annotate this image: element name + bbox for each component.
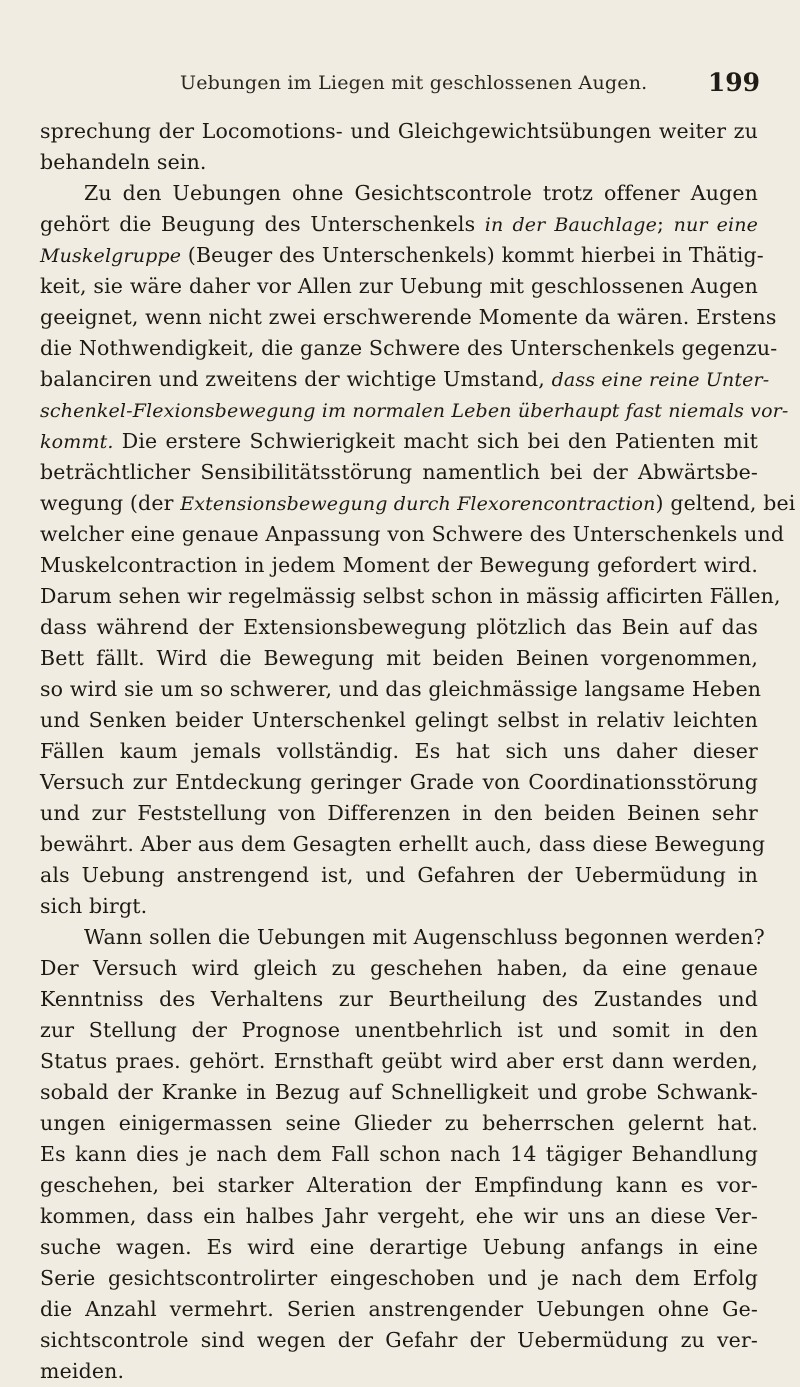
text-line bbox=[40, 1356, 758, 1387]
text-line bbox=[40, 922, 765, 953]
text-line bbox=[40, 860, 758, 891]
page-number: 199 bbox=[707, 68, 760, 97]
text-line bbox=[40, 1263, 758, 1294]
text-segment: gehört die Beugung des Unterschenkels bbox=[40, 212, 485, 236]
running-title: Uebungen im Liegen mit geschlossenen Augen. bbox=[180, 72, 648, 94]
text-segment: keit, sie wäre daher vor Allen zur Uebung mit geschlossenen Augen bbox=[40, 274, 758, 298]
text-segment: Serie gesichtscontrolirter eingeschoben und je nach dem Erfolg bbox=[40, 1266, 758, 1290]
text-line bbox=[40, 426, 758, 457]
text-segment: sichtscontrole sind wegen der Gefahr der Uebermüdung zu ver- bbox=[40, 1328, 758, 1352]
text-segment: beträchtlicher Sensibilitätsstörung namentlich bei der Abwärtsbe- bbox=[40, 460, 758, 484]
text-segment: Darum sehen wir regelmässig selbst schon in mässig afficirten Fällen, bbox=[40, 584, 781, 608]
text-segment: Es kann dies je nach dem Fall schon nach 14 tägiger Behandlung bbox=[40, 1142, 758, 1166]
text-line bbox=[40, 581, 781, 612]
text-segment: Versuch zur Entdeckung geringer Grade von Coordinationsstörung bbox=[40, 770, 758, 794]
text-line bbox=[40, 1046, 758, 1077]
text-line bbox=[40, 209, 758, 240]
text-line bbox=[40, 1232, 758, 1263]
text-line bbox=[40, 829, 766, 860]
running-head bbox=[40, 68, 760, 102]
text-segment: meiden. bbox=[40, 1359, 125, 1383]
emphasized-text: Muskelgruppe bbox=[40, 245, 182, 267]
text-segment: suche wagen. Es wird eine derartige Uebung anfangs in eine bbox=[40, 1235, 758, 1259]
text-segment: so wird sie um so schwerer, und das gleichmässige langsame Heben bbox=[40, 677, 762, 701]
text-line bbox=[40, 488, 796, 519]
text-line bbox=[40, 178, 758, 209]
text-line bbox=[40, 1325, 758, 1356]
text-segment: (Beuger des Unterschenkels) kommt hierbei in Thätig- bbox=[181, 243, 764, 267]
emphasized-text: in der Bauchlage bbox=[484, 214, 657, 236]
text-line bbox=[40, 519, 785, 550]
emphasized-text: Extensionsbewegung durch Flexorencontraction bbox=[180, 493, 656, 515]
text-line bbox=[40, 395, 789, 426]
text-line bbox=[40, 643, 758, 674]
text-line bbox=[40, 1170, 758, 1201]
text-line bbox=[40, 953, 758, 984]
text-segment: sich birgt. bbox=[40, 894, 148, 918]
text-line bbox=[40, 550, 758, 581]
text-segment: dass während der Extensionsbewegung plötzlich das Bein auf das bbox=[40, 615, 758, 639]
emphasized-text: dass eine reine Unter- bbox=[551, 369, 770, 391]
text-line bbox=[40, 1294, 758, 1325]
text-segment: Wann sollen die Uebungen mit Augenschluss begonnen werden? bbox=[84, 925, 765, 949]
body-text bbox=[40, 116, 796, 1387]
text-line bbox=[40, 302, 777, 333]
text-line bbox=[40, 240, 764, 271]
text-segment: Kenntniss des Verhaltens zur Beurtheilung des Zustandes und bbox=[40, 987, 758, 1011]
text-line bbox=[40, 767, 758, 798]
emphasized-text: nur eine bbox=[673, 214, 759, 236]
text-line bbox=[40, 116, 758, 147]
text-segment: Der Versuch wird gleich zu geschehen haben, da eine genaue bbox=[40, 956, 758, 980]
text-line bbox=[40, 736, 758, 767]
text-line bbox=[40, 147, 758, 178]
text-segment: Status praes. gehört. Ernsthaft geübt wird aber erst dann werden, bbox=[40, 1049, 758, 1073]
text-segment: wegung (der bbox=[40, 491, 181, 515]
text-segment: welcher eine genaue Anpassung von Schwere des Unterschenkels und bbox=[40, 522, 785, 546]
text-line bbox=[40, 1015, 758, 1046]
text-segment: die Nothwendigkeit, die ganze Schwere des Unterschenkels gegenzu- bbox=[40, 336, 778, 360]
text-line bbox=[40, 271, 758, 302]
text-segment: Die erstere Schwierigkeit macht sich bei den Patienten mit bbox=[113, 429, 758, 453]
text-line bbox=[40, 1077, 758, 1108]
text-segment: geeignet, wenn nicht zwei erschwerende Momente da wären. Erstens bbox=[40, 305, 777, 329]
text-line bbox=[40, 1201, 758, 1232]
text-segment: Fällen kaum jemals vollständig. Es hat sich uns daher dieser bbox=[40, 739, 758, 763]
text-line bbox=[40, 457, 758, 488]
text-segment: behandeln sein. bbox=[40, 150, 207, 174]
text-line bbox=[40, 674, 762, 705]
text-segment: sprechung der Locomotions- und Gleichgewichtsübungen weiter zu bbox=[40, 119, 758, 143]
text-line bbox=[40, 1139, 758, 1170]
text-line bbox=[40, 984, 758, 1015]
text-line bbox=[40, 612, 758, 643]
text-segment: ; bbox=[656, 212, 674, 236]
text-segment: kommen, dass ein halbes Jahr vergeht, ehe wir uns an diese Ver- bbox=[40, 1204, 758, 1228]
text-line bbox=[40, 1108, 758, 1139]
text-segment: Bett fällt. Wird die Bewegung mit beiden Beinen vorgenommen, bbox=[40, 646, 758, 670]
text-segment: balanciren und zweitens der wichtige Umstand, bbox=[40, 367, 552, 391]
text-segment: sobald der Kranke in Bezug auf Schnelligkeit und grobe Schwank- bbox=[40, 1080, 758, 1104]
text-segment: geschehen, bei starker Alteration der Empfindung kann es vor- bbox=[40, 1173, 758, 1197]
emphasized-text: schenkel-Flexionsbewegung im normalen Leben überhaupt fast niemals vor- bbox=[40, 400, 789, 422]
text-segment: ungen einigermassen seine Glieder zu beherrschen gelernt hat. bbox=[40, 1111, 758, 1135]
text-line bbox=[40, 891, 758, 922]
text-segment: zur Stellung der Prognose unentbehrlich ist und somit in den bbox=[40, 1018, 758, 1042]
text-line bbox=[40, 333, 778, 364]
text-segment: und zur Feststellung von Differenzen in den beiden Beinen sehr bbox=[40, 801, 758, 825]
text-segment: ) geltend, bei bbox=[655, 491, 796, 515]
text-segment: Muskelcontraction in jedem Moment der Bewegung gefordert wird. bbox=[40, 553, 758, 577]
text-segment: und Senken beider Unterschenkel gelingt selbst in relativ leichten bbox=[40, 708, 758, 732]
text-segment: bewährt. Aber aus dem Gesagten erhellt auch, dass diese Bewegung bbox=[40, 832, 766, 856]
text-segment: als Uebung anstrengend ist, und Gefahren der Uebermüdung in bbox=[40, 863, 758, 887]
emphasized-text: kommt. bbox=[40, 431, 114, 453]
text-line bbox=[40, 705, 758, 736]
text-segment: Zu den Uebungen ohne Gesichtscontrole trotz offener Augen bbox=[84, 181, 758, 205]
text-line bbox=[40, 364, 770, 395]
text-line bbox=[40, 798, 758, 829]
text-segment: die Anzahl vermehrt. Serien anstrengender Uebungen ohne Ge- bbox=[40, 1297, 758, 1321]
